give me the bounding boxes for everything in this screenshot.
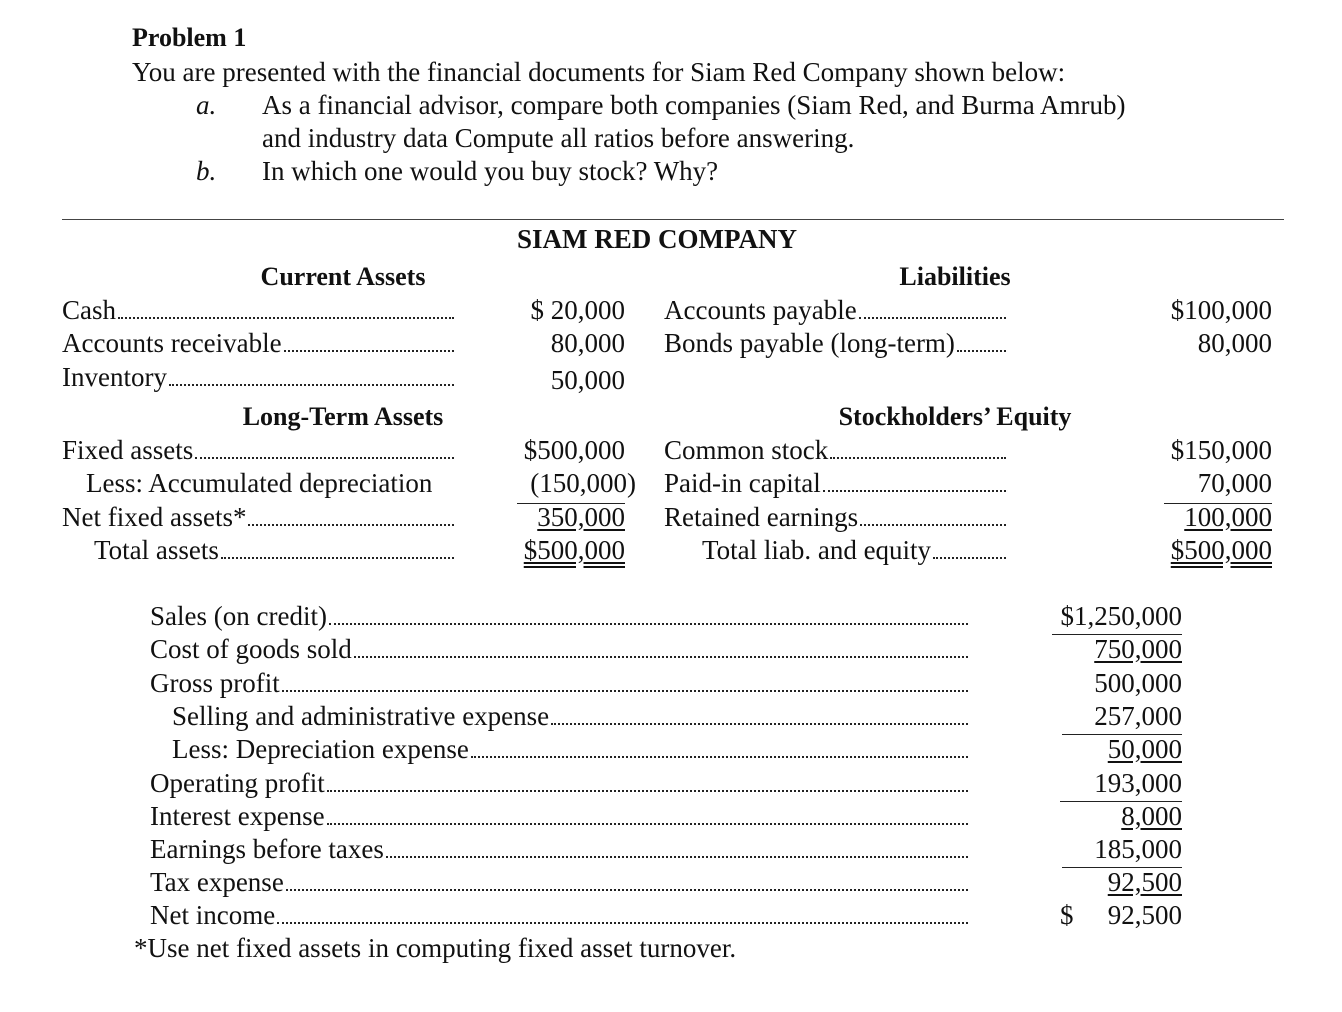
leader-dots [282,690,968,692]
income-row-ebt [150,833,968,865]
leader-dots [118,317,454,319]
income-row-depreciation [172,733,968,765]
equity-heading: Stockholders’ Equity [838,402,1072,431]
asset-row-net-fixed [62,501,454,533]
liability-label: Bonds payable (long-term) [664,328,955,358]
income-value-sga: 257,000 [1094,701,1182,731]
income-value-depreciation: 50,000 [1107,734,1182,764]
income-row-operating [150,767,968,799]
income-net-dollar-sign: $ [1060,900,1074,930]
income-value-gross: 500,000 [1094,668,1182,698]
item-a-line-1: As a financial advisor, compare both companies (Siam Red, and Burma Amrub) [262,90,1126,120]
income-value-operating: 193,000 [1094,768,1182,798]
income-value-sales: $1,250,000 [1060,601,1182,631]
equity-value-paid-in: 70,000 [1197,468,1272,498]
income-label: Net income [150,900,276,930]
income-value-cogs: 750,000 [1094,634,1182,664]
asset-label: Net fixed assets* [62,502,247,532]
asset-label-accum-dep: Less: Accumulated depreciation [86,468,433,498]
income-label: Sales (on credit) [150,601,327,631]
leader-dots [551,723,968,725]
income-row-net [150,899,968,931]
liability-row-bonds [664,327,1006,359]
asset-row-ar [62,327,454,359]
leader-dots [823,490,1006,492]
asset-label: Accounts receivable [62,328,282,358]
company-title: SIAM RED COMPANY [517,224,797,254]
footnote: *Use net fixed assets in computing fixed asset turnover. [134,933,737,963]
item-a-line-2: and industry data Compute all ratios before answering. [262,123,855,153]
equity-value-retained: 100,000 [1184,502,1272,532]
equity-row-retained [664,501,1006,533]
equity-row-total [702,534,1006,566]
asset-row-inventory [62,361,454,393]
item-a-marker: a. [196,90,217,120]
income-label: Interest expense [150,801,325,831]
asset-row-cash [62,294,454,326]
leader-dots [933,557,1006,559]
leader-dots [860,524,1006,526]
income-value-net: 92,500 [1107,900,1182,930]
asset-row-total [94,534,454,566]
leader-dots [327,823,968,825]
equity-value-common: $150,000 [1170,435,1272,465]
asset-value-inventory: 50,000 [550,365,625,395]
income-row-interest [150,800,968,832]
asset-value-cash: $ 20,000 [530,295,625,325]
leader-dots [195,457,454,459]
liabilities-heading: Liabilities [899,262,1011,291]
leader-dots [830,457,1006,459]
leader-dots [284,350,454,352]
leader-dots [286,889,968,891]
income-label: Gross profit [150,668,280,698]
problem-intro: You are presented with the financial documents for Siam Red Company shown below: [132,57,1066,87]
leader-dots [354,656,968,658]
equity-label: Paid-in capital [664,468,821,498]
leader-dots [471,756,968,758]
income-label: Cost of goods sold [150,634,352,664]
income-value-interest: 8,000 [1121,801,1182,831]
income-value-ebt: 185,000 [1094,834,1182,864]
leader-dots [169,384,454,386]
asset-label: Total assets [94,535,219,565]
leader-dots [327,790,968,792]
income-value-tax: 92,500 [1107,867,1182,897]
income-row-gross [150,667,968,699]
asset-value-ar: 80,000 [550,328,625,358]
leader-dots [277,922,968,924]
equity-label: Common stock [664,435,829,465]
current-assets-heading: Current Assets [260,262,426,291]
income-label: Selling and administrative expense [172,701,550,731]
income-label: Less: Depreciation expense [172,734,469,764]
income-label: Earnings before taxes [150,834,384,864]
income-row-tax [150,866,968,898]
problem-title: Problem 1 [132,23,247,52]
income-row-sales [150,600,968,632]
item-b-line-1: In which one would you buy stock? Why? [262,156,719,186]
leader-dots [957,350,1006,352]
income-row-cogs [150,633,968,665]
asset-row-fixed [62,434,454,466]
income-label: Tax expense [150,867,284,897]
leader-dots [329,623,968,625]
asset-label: Fixed assets [62,435,194,465]
liability-value-bonds: 80,000 [1197,328,1272,358]
asset-label: Cash [62,295,116,325]
liability-row-ap [664,294,1006,326]
asset-value-accum-dep: (150,000) [530,468,636,498]
long-term-assets-heading: Long-Term Assets [242,402,444,431]
liability-value-ap: $100,000 [1170,295,1272,325]
equity-label: Total liab. and equity [702,535,932,565]
income-row-sga [172,700,968,732]
section-divider [62,219,1284,220]
income-label: Operating profit [150,768,325,798]
liability-label: Accounts payable [664,295,857,325]
asset-value-total: $500,000 [523,535,625,565]
item-b-marker: b. [196,156,217,186]
asset-value-net-fixed: 350,000 [537,502,625,532]
leader-dots [248,524,454,526]
equity-value-total: $500,000 [1170,535,1272,565]
leader-dots [221,557,454,559]
asset-label: Inventory [62,362,167,392]
asset-value-fixed: $500,000 [523,435,625,465]
leader-dots [859,317,1006,319]
equity-row-paid-in [664,467,1006,499]
leader-dots [386,856,968,858]
equity-label: Retained earnings [664,502,859,532]
equity-row-common [664,434,1006,466]
